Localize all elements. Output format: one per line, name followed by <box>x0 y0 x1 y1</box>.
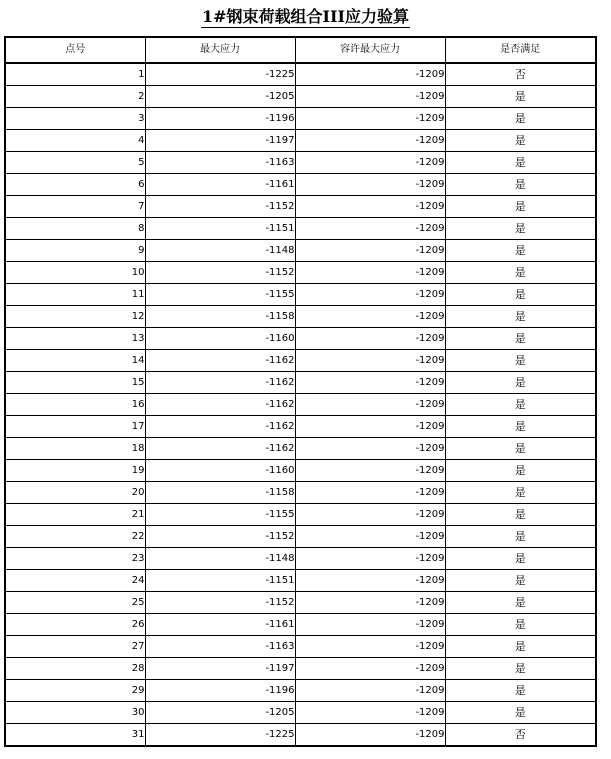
allowable-stress-cell: -1209 <box>295 724 445 747</box>
max-stress-cell: -1162 <box>145 438 295 460</box>
table-row <box>5 504 596 526</box>
max-stress-cell: -1155 <box>145 504 295 526</box>
point-no-cell: 23 <box>5 548 145 570</box>
max-stress-cell: -1161 <box>145 174 295 196</box>
max-stress-cell: -1148 <box>145 240 295 262</box>
allowable-stress-cell: -1209 <box>295 262 445 284</box>
allowable-stress-cell: -1209 <box>295 592 445 614</box>
point-no-cell: 18 <box>5 438 145 460</box>
point-no-cell: 1 <box>5 63 145 86</box>
table-row <box>5 636 596 658</box>
allowable-stress-cell: -1209 <box>295 702 445 724</box>
max-stress-cell: -1151 <box>145 570 295 592</box>
title-text: 1#钢束荷载组合III应力验算 <box>202 7 409 26</box>
max-stress-cell: -1152 <box>145 592 295 614</box>
allowable-stress-cell: -1209 <box>295 240 445 262</box>
point-no-cell: 26 <box>5 614 145 636</box>
max-stress-cell: -1158 <box>145 482 295 504</box>
table-header <box>5 37 596 63</box>
allowable-stress-cell: -1209 <box>295 196 445 218</box>
allowable-stress-cell: -1209 <box>295 218 445 240</box>
satisfied-cell: 是 <box>445 108 596 130</box>
point-no-cell: 4 <box>5 130 145 152</box>
satisfied-cell: 是 <box>445 614 596 636</box>
satisfied-cell: 是 <box>445 152 596 174</box>
column-header-max-stress: 最大应力 <box>145 37 295 63</box>
point-no-cell: 9 <box>5 240 145 262</box>
allowable-stress-cell: -1209 <box>295 526 445 548</box>
stress-check-table <box>4 36 597 747</box>
table-row <box>5 240 596 262</box>
table-row <box>5 482 596 504</box>
point-no-cell: 28 <box>5 658 145 680</box>
allowable-stress-cell: -1209 <box>295 504 445 526</box>
satisfied-cell: 是 <box>445 218 596 240</box>
table-row <box>5 328 596 350</box>
allowable-stress-cell: -1209 <box>295 394 445 416</box>
satisfied-cell: 是 <box>445 504 596 526</box>
point-no-cell: 2 <box>5 86 145 108</box>
satisfied-cell: 是 <box>445 702 596 724</box>
allowable-stress-cell: -1209 <box>295 86 445 108</box>
table-row <box>5 63 596 86</box>
max-stress-cell: -1197 <box>145 658 295 680</box>
max-stress-cell: -1225 <box>145 63 295 86</box>
satisfied-cell: 是 <box>445 548 596 570</box>
allowable-stress-cell: -1209 <box>295 614 445 636</box>
max-stress-cell: -1161 <box>145 614 295 636</box>
header-row <box>5 37 596 63</box>
point-no-cell: 25 <box>5 592 145 614</box>
point-no-cell: 13 <box>5 328 145 350</box>
column-header-satisfied: 是否满足 <box>445 37 596 63</box>
point-no-cell: 14 <box>5 350 145 372</box>
table-row <box>5 350 596 372</box>
satisfied-cell: 是 <box>445 416 596 438</box>
satisfied-cell: 是 <box>445 570 596 592</box>
satisfied-cell: 是 <box>445 482 596 504</box>
allowable-stress-cell: -1209 <box>295 416 445 438</box>
table-row <box>5 262 596 284</box>
point-no-cell: 19 <box>5 460 145 482</box>
satisfied-cell: 是 <box>445 130 596 152</box>
allowable-stress-cell: -1209 <box>295 130 445 152</box>
satisfied-cell: 是 <box>445 240 596 262</box>
point-no-cell: 30 <box>5 702 145 724</box>
point-no-cell: 8 <box>5 218 145 240</box>
max-stress-cell: -1196 <box>145 680 295 702</box>
point-no-cell: 15 <box>5 372 145 394</box>
allowable-stress-cell: -1209 <box>295 63 445 86</box>
point-no-cell: 27 <box>5 636 145 658</box>
table-row <box>5 306 596 328</box>
table-row <box>5 724 596 747</box>
table-row <box>5 570 596 592</box>
table-row <box>5 152 596 174</box>
allowable-stress-cell: -1209 <box>295 174 445 196</box>
table-row <box>5 680 596 702</box>
allowable-stress-cell: -1209 <box>295 438 445 460</box>
max-stress-cell: -1162 <box>145 350 295 372</box>
point-no-cell: 24 <box>5 570 145 592</box>
table-row <box>5 526 596 548</box>
allowable-stress-cell: -1209 <box>295 570 445 592</box>
allowable-stress-cell: -1209 <box>295 350 445 372</box>
satisfied-cell: 是 <box>445 306 596 328</box>
max-stress-cell: -1155 <box>145 284 295 306</box>
max-stress-cell: -1160 <box>145 328 295 350</box>
table-row <box>5 196 596 218</box>
satisfied-cell: 是 <box>445 372 596 394</box>
point-no-cell: 21 <box>5 504 145 526</box>
satisfied-cell: 是 <box>445 526 596 548</box>
table-row <box>5 394 596 416</box>
max-stress-cell: -1160 <box>145 460 295 482</box>
allowable-stress-cell: -1209 <box>295 636 445 658</box>
point-no-cell: 17 <box>5 416 145 438</box>
allowable-stress-cell: -1209 <box>295 680 445 702</box>
satisfied-cell: 是 <box>445 460 596 482</box>
max-stress-cell: -1162 <box>145 394 295 416</box>
max-stress-cell: -1163 <box>145 152 295 174</box>
point-no-cell: 29 <box>5 680 145 702</box>
satisfied-cell: 是 <box>445 658 596 680</box>
satisfied-cell: 是 <box>445 86 596 108</box>
max-stress-cell: -1205 <box>145 86 295 108</box>
table-row <box>5 174 596 196</box>
point-no-cell: 12 <box>5 306 145 328</box>
table-body <box>5 63 596 746</box>
satisfied-cell: 是 <box>445 592 596 614</box>
table-row <box>5 86 596 108</box>
table-row <box>5 218 596 240</box>
column-header-point-no: 点号 <box>5 37 145 63</box>
table-row <box>5 460 596 482</box>
max-stress-cell: -1148 <box>145 548 295 570</box>
point-no-cell: 16 <box>5 394 145 416</box>
column-header-allowable-stress: 容许最大应力 <box>295 37 445 63</box>
table-row <box>5 108 596 130</box>
satisfied-cell: 是 <box>445 196 596 218</box>
satisfied-cell: 是 <box>445 284 596 306</box>
max-stress-cell: -1225 <box>145 724 295 747</box>
max-stress-cell: -1163 <box>145 636 295 658</box>
document-title <box>0 6 611 32</box>
table-row <box>5 438 596 460</box>
max-stress-cell: -1205 <box>145 702 295 724</box>
table-row <box>5 658 596 680</box>
max-stress-cell: -1196 <box>145 108 295 130</box>
point-no-cell: 3 <box>5 108 145 130</box>
table-row <box>5 130 596 152</box>
satisfied-cell: 是 <box>445 438 596 460</box>
satisfied-cell: 是 <box>445 680 596 702</box>
allowable-stress-cell: -1209 <box>295 548 445 570</box>
point-no-cell: 22 <box>5 526 145 548</box>
allowable-stress-cell: -1209 <box>295 284 445 306</box>
point-no-cell: 5 <box>5 152 145 174</box>
satisfied-cell: 是 <box>445 636 596 658</box>
max-stress-cell: -1152 <box>145 196 295 218</box>
allowable-stress-cell: -1209 <box>295 108 445 130</box>
table-row <box>5 614 596 636</box>
point-no-cell: 7 <box>5 196 145 218</box>
table-row <box>5 548 596 570</box>
allowable-stress-cell: -1209 <box>295 306 445 328</box>
max-stress-cell: -1162 <box>145 416 295 438</box>
allowable-stress-cell: -1209 <box>295 658 445 680</box>
table-row <box>5 592 596 614</box>
point-no-cell: 10 <box>5 262 145 284</box>
satisfied-cell: 否 <box>445 724 596 747</box>
table-row <box>5 284 596 306</box>
point-no-cell: 31 <box>5 724 145 747</box>
allowable-stress-cell: -1209 <box>295 482 445 504</box>
table-row <box>5 702 596 724</box>
allowable-stress-cell: -1209 <box>295 372 445 394</box>
satisfied-cell: 是 <box>445 262 596 284</box>
max-stress-cell: -1162 <box>145 372 295 394</box>
table-row <box>5 416 596 438</box>
point-no-cell: 6 <box>5 174 145 196</box>
satisfied-cell: 否 <box>445 63 596 86</box>
max-stress-cell: -1158 <box>145 306 295 328</box>
allowable-stress-cell: -1209 <box>295 328 445 350</box>
satisfied-cell: 是 <box>445 350 596 372</box>
satisfied-cell: 是 <box>445 328 596 350</box>
point-no-cell: 11 <box>5 284 145 306</box>
allowable-stress-cell: -1209 <box>295 460 445 482</box>
max-stress-cell: -1197 <box>145 130 295 152</box>
satisfied-cell: 是 <box>445 394 596 416</box>
point-no-cell: 20 <box>5 482 145 504</box>
max-stress-cell: -1152 <box>145 526 295 548</box>
table-row <box>5 372 596 394</box>
max-stress-cell: -1151 <box>145 218 295 240</box>
allowable-stress-cell: -1209 <box>295 152 445 174</box>
satisfied-cell: 是 <box>445 174 596 196</box>
max-stress-cell: -1152 <box>145 262 295 284</box>
